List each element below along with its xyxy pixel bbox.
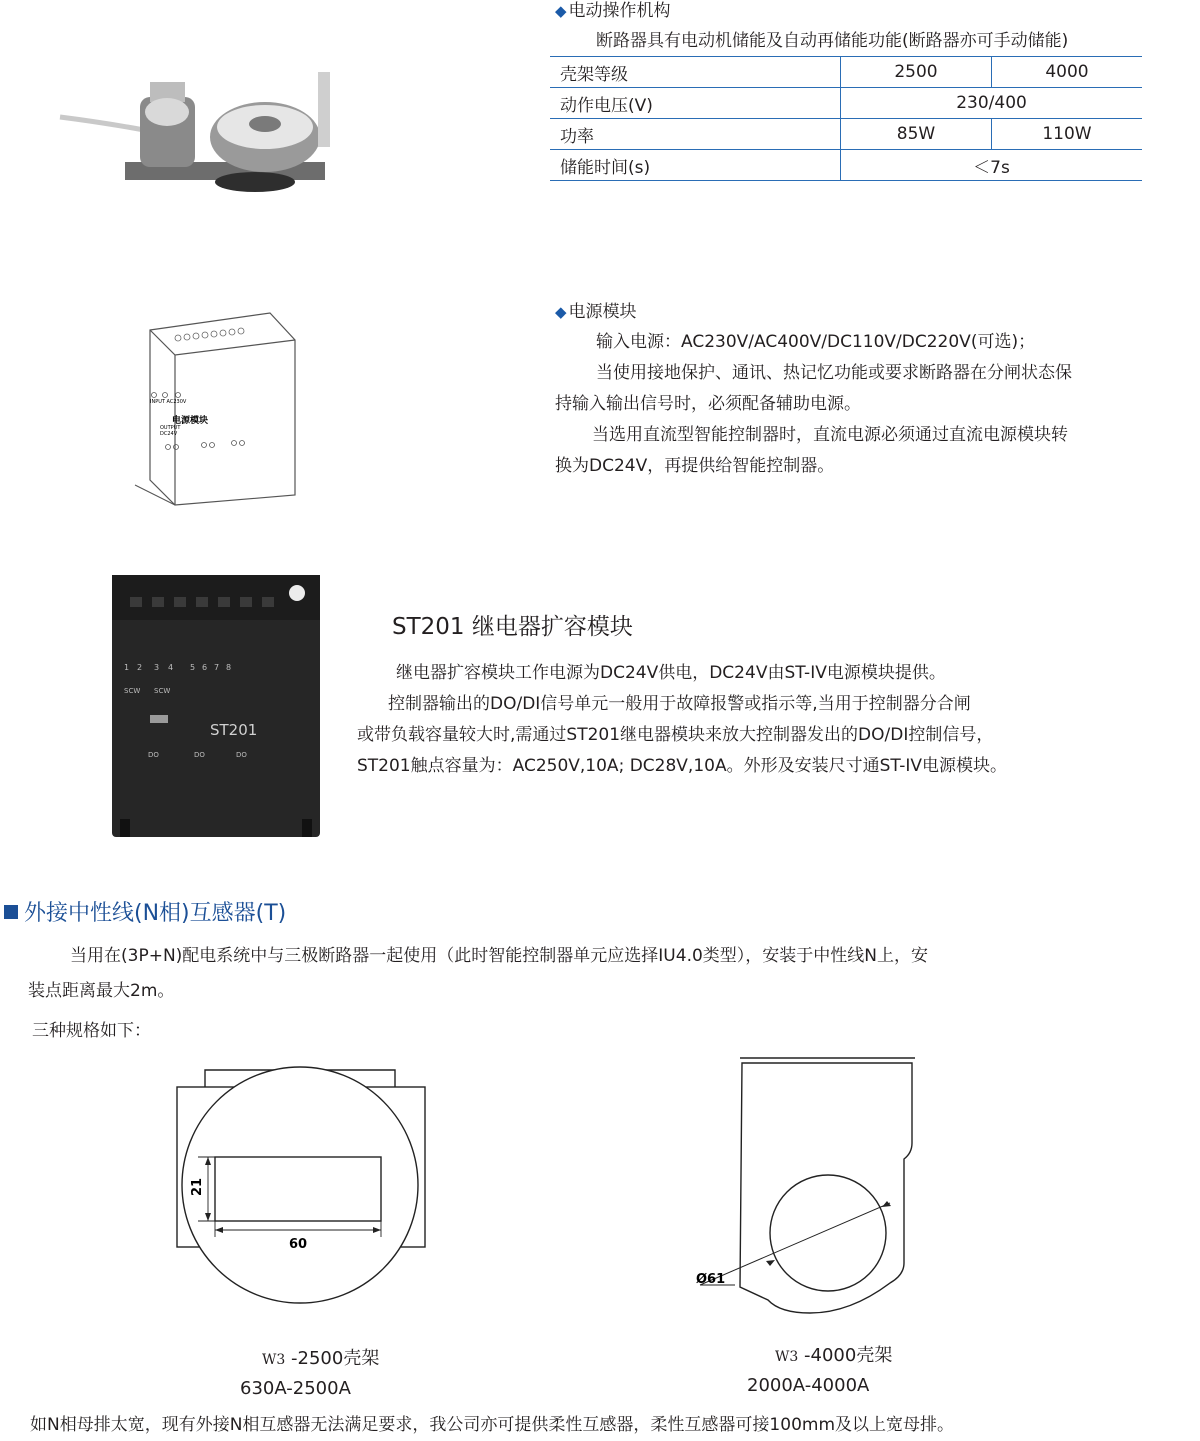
input-label: INPUT AC230V	[150, 399, 187, 405]
cell: 85W	[841, 119, 992, 150]
table-row	[550, 150, 1142, 181]
st201-line-3: 或带负载容量较大时,需通过ST201继电器模块来放大控制器发出的DO/DI控制信号，	[357, 725, 994, 745]
row-label: 功率	[550, 119, 841, 150]
cell: 4000	[991, 57, 1142, 88]
svg-text:6: 6	[202, 663, 208, 672]
svg-text:4: 4	[168, 663, 174, 672]
svg-text:DO: DO	[148, 751, 159, 759]
neutral-para-line-1: 当用在(3P+N)配电系统中与三极断路器一起使用（此时智能控制器单元应选择IU4.0类型），安装于中性线N上，安	[70, 946, 928, 966]
st201-line-2: 控制器输出的DO/DI信号单元一般用于故障报警或指示等,当用于控制器分合闸	[388, 694, 971, 714]
svg-text:3: 3	[154, 663, 160, 672]
svg-text:5: 5	[190, 663, 196, 672]
row-label: 动作电压(V)	[550, 88, 841, 119]
bullet-diamond-icon: ◆	[555, 2, 567, 20]
square-bullet-icon	[4, 905, 18, 919]
st201-device-label: ST201	[210, 721, 258, 739]
st201-device-photo	[112, 575, 320, 837]
power-line-5: 换为DC24V，再提供给智能控制器。	[555, 456, 835, 476]
cell: 2500	[841, 57, 992, 88]
footer-note: 如N相母排太宽，现有外接N相互感器无法满足要求，我公司亦可提供柔性互感器，柔性互感器可接100mm及以上宽母排。	[30, 1415, 954, 1435]
cell: 230/400	[841, 88, 1142, 119]
power-heading: ◆ 电源模块	[555, 302, 637, 322]
svg-text:SCW: SCW	[124, 687, 141, 695]
device-name: 电源模块	[172, 416, 209, 426]
power-line-2: 当使用接地保护、通讯、热记忆功能或要求断路器在分闸状态保	[596, 363, 1072, 383]
ct-4000-drawing	[690, 1055, 925, 1320]
dim-width-label: 60	[289, 1237, 308, 1252]
motor-description: 断路器具有电动机储能及自动再储能功能(断路器亦可手动储能)	[596, 31, 1069, 51]
dim-diameter-label: Ø61	[696, 1272, 726, 1287]
neutral-para-line-2: 装点距离最大2m。	[28, 981, 175, 1001]
st201-title: ST201 继电器扩容模块	[392, 614, 633, 640]
ct-2500-drawing	[170, 1065, 435, 1305]
svg-text:DO: DO	[236, 751, 247, 759]
ct-2500-range: 630A-2500A	[240, 1378, 351, 1399]
ct-4000-range: 2000A-4000A	[747, 1375, 870, 1396]
svg-text:2: 2	[137, 663, 143, 672]
power-module-drawing	[130, 305, 310, 510]
output-label: OUTPUT	[160, 425, 181, 431]
table-row	[550, 119, 1142, 150]
st201-line-1: 继电器扩容模块工作电源为DC24V供电，DC24V由ST-IV电源模块提供。	[396, 663, 946, 683]
motor-heading: ◆ 电动操作机构	[555, 1, 671, 21]
cell: 110W	[991, 119, 1142, 150]
ct-2500-caption: W3 -2500壳架	[262, 1348, 380, 1369]
motor-spec-table	[550, 56, 1142, 181]
power-line-1: 输入电源：AC230V/AC400V/DC110V/DC220V(可选)；	[596, 332, 1036, 352]
bullet-diamond-icon: ◆	[555, 303, 567, 321]
dim-height-label: 21	[190, 1177, 205, 1196]
svg-text:1: 1	[124, 663, 130, 672]
neutral-ct-section-title: 外接中性线(N相)互感器(T)	[4, 900, 286, 928]
power-line-4: 当选用直流型智能控制器时，直流电源必须通过直流电源模块转	[592, 425, 1068, 445]
cell: ＜7s	[841, 150, 1142, 181]
svg-text:SCW: SCW	[154, 687, 171, 695]
svg-text:DO: DO	[194, 751, 205, 759]
svg-text:8: 8	[226, 663, 232, 672]
motor-mechanism-image	[55, 62, 355, 202]
specs-intro: 三种规格如下：	[32, 1021, 151, 1041]
svg-text:7: 7	[214, 663, 220, 672]
table-row	[550, 88, 1142, 119]
power-line-3: 持输入输出信号时，必须配备辅助电源。	[555, 394, 861, 414]
ct-4000-caption: W3 -4000壳架	[775, 1345, 893, 1366]
table-row	[550, 57, 1142, 88]
row-label: 储能时间(s)	[550, 150, 841, 181]
row-label: 壳架等级	[550, 57, 841, 88]
st201-line-4: ST201触点容量为：AC250V,10A; DC28V,10A。外形及安装尺寸通ST-IV电源模块。	[357, 756, 1007, 776]
terminal-voltage-label: DC24V	[160, 431, 178, 437]
